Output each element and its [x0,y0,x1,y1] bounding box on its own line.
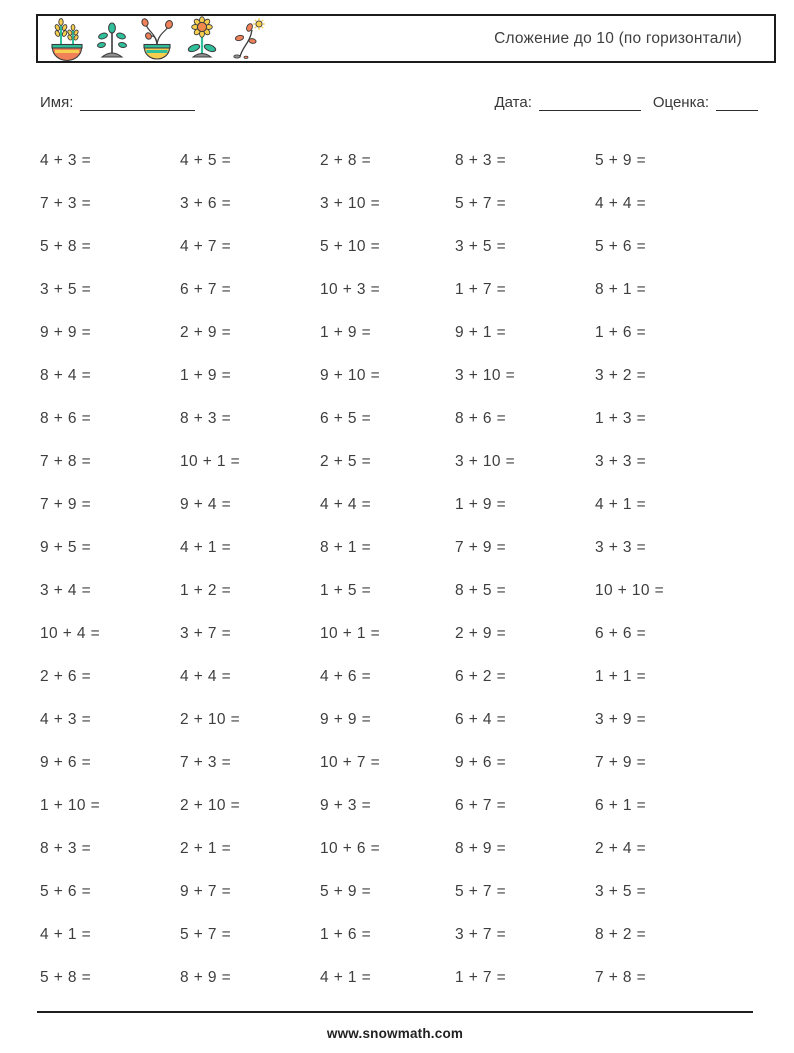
problem-cell: 4 + 4 = [595,194,647,212]
problem-cell: 3 + 10 = [455,366,516,384]
problem-cell: 4 + 4 = [180,667,232,685]
problem-cell: 4 + 1 = [180,538,232,556]
problem-cell: 8 + 6 = [40,409,92,427]
problem-cell: 3 + 5 = [40,280,92,298]
problem-cell: 2 + 9 = [180,323,232,341]
plant-sun-icon [226,16,268,62]
problem-cell: 3 + 7 = [455,925,507,943]
problem-cell: 10 + 4 = [40,624,101,642]
problem-cell: 3 + 4 = [40,581,92,599]
problems-grid [40,139,745,999]
problem-cell: 5 + 9 = [595,151,647,169]
sprout-icon [91,16,133,62]
problem-cell: 10 + 7 = [320,753,381,771]
problem-cell: 5 + 9 = [320,882,372,900]
problem-cell: 5 + 8 = [40,968,92,986]
problem-cell: 6 + 7 = [180,280,232,298]
problem-cell: 3 + 3 = [595,538,647,556]
sunflower-icon [181,16,223,62]
problem-cell: 6 + 6 = [595,624,647,642]
problem-cell: 6 + 4 = [455,710,507,728]
problem-cell: 9 + 1 = [455,323,507,341]
date-label: Дата: [494,94,532,111]
problem-cell: 8 + 2 = [595,925,647,943]
problem-cell: 8 + 6 = [455,409,507,427]
drooping-flowers-pot-icon [136,16,178,62]
problem-cell: 1 + 1 = [595,667,647,685]
problem-cell: 4 + 4 = [320,495,372,513]
footer-website: www.snowmath.com [326,1026,464,1041]
problem-cell: 1 + 10 = [40,796,101,814]
problem-cell: 4 + 3 = [40,710,92,728]
problem-cell: 1 + 2 = [180,581,232,599]
problem-cell: 5 + 6 = [40,882,92,900]
problem-cell: 3 + 7 = [180,624,232,642]
problem-cell: 10 + 6 = [320,839,381,857]
problem-cell: 6 + 2 = [455,667,507,685]
problem-cell: 4 + 1 = [320,968,372,986]
wheat-pot-icon [46,16,88,62]
problem-cell: 7 + 9 = [455,538,507,556]
problem-cell: 9 + 9 = [320,710,372,728]
problem-cell: 2 + 6 = [40,667,92,685]
problem-cell: 1 + 6 = [595,323,647,341]
problem-cell: 3 + 10 = [320,194,381,212]
problem-cell: 7 + 3 = [180,753,232,771]
header-box [36,14,776,63]
problem-cell: 3 + 2 = [595,366,647,384]
problem-cell: 7 + 9 = [40,495,92,513]
problem-cell: 4 + 1 = [40,925,92,943]
grade-blank-line [716,97,758,111]
problem-cell: 3 + 5 = [595,882,647,900]
problem-cell: 5 + 10 = [320,237,381,255]
problem-cell: 10 + 10 = [595,581,665,599]
fields-row [40,94,758,111]
problem-cell: 4 + 7 = [180,237,232,255]
problem-cell: 6 + 5 = [320,409,372,427]
problem-cell: 9 + 10 = [320,366,381,384]
grade-label: Оценка: [652,94,709,111]
problem-cell: 9 + 4 = [180,495,232,513]
problem-cell: 4 + 6 = [320,667,372,685]
problem-cell: 8 + 9 = [180,968,232,986]
problem-cell: 1 + 9 = [320,323,372,341]
problem-cell: 2 + 1 = [180,839,232,857]
problem-cell: 4 + 1 = [595,495,647,513]
problem-cell: 3 + 6 = [180,194,232,212]
problem-cell: 7 + 3 = [40,194,92,212]
problem-cell: 5 + 7 = [455,194,507,212]
problem-cell: 6 + 7 = [455,796,507,814]
problem-cell: 6 + 1 = [595,796,647,814]
footer-divider [37,1011,753,1013]
date-blank-line [539,97,641,111]
problem-cell: 10 + 1 = [180,452,241,470]
problem-cell: 1 + 7 = [455,280,507,298]
problem-cell: 9 + 7 = [180,882,232,900]
page-title: Сложение до 10 (по горизонтали) [494,29,742,47]
problem-cell: 9 + 6 = [40,753,92,771]
problem-cell: 3 + 9 = [595,710,647,728]
name-field-group [40,94,195,111]
date-grade-field-group [494,94,758,111]
problem-cell: 8 + 1 = [320,538,372,556]
problem-cell: 1 + 6 = [320,925,372,943]
problem-cell: 1 + 7 = [455,968,507,986]
name-blank-line [80,97,195,111]
problem-cell: 2 + 9 = [455,624,507,642]
problem-cell: 9 + 5 = [40,538,92,556]
problem-cell: 2 + 10 = [180,710,241,728]
problem-cell: 9 + 3 = [320,796,372,814]
problem-cell: 7 + 8 = [595,968,647,986]
plant-icon-strip [46,16,268,62]
problem-cell: 8 + 5 = [455,581,507,599]
problem-cell: 2 + 8 = [320,151,372,169]
problem-cell: 5 + 8 = [40,237,92,255]
problem-cell: 8 + 3 = [40,839,92,857]
problem-cell: 7 + 9 = [595,753,647,771]
problem-cell: 9 + 6 = [455,753,507,771]
problem-cell: 5 + 7 = [180,925,232,943]
problem-cell: 2 + 5 = [320,452,372,470]
problem-cell: 8 + 4 = [40,366,92,384]
problem-cell: 2 + 10 = [180,796,241,814]
problem-cell: 2 + 4 = [595,839,647,857]
problem-cell: 4 + 3 = [40,151,92,169]
problem-cell: 9 + 9 = [40,323,92,341]
problem-cell: 3 + 3 = [595,452,647,470]
problem-cell: 1 + 5 = [320,581,372,599]
problem-cell: 8 + 3 = [180,409,232,427]
problem-cell: 1 + 3 = [595,409,647,427]
problem-cell: 1 + 9 = [180,366,232,384]
problem-cell: 5 + 6 = [595,237,647,255]
problem-cell: 8 + 1 = [595,280,647,298]
problem-cell: 8 + 3 = [455,151,507,169]
problem-cell: 10 + 3 = [320,280,381,298]
problem-cell: 7 + 8 = [40,452,92,470]
problem-cell: 5 + 7 = [455,882,507,900]
problem-cell: 8 + 9 = [455,839,507,857]
problem-cell: 4 + 5 = [180,151,232,169]
problem-cell: 3 + 10 = [455,452,516,470]
problem-cell: 3 + 5 = [455,237,507,255]
name-label: Имя: [40,94,74,111]
problem-cell: 10 + 1 = [320,624,381,642]
problem-cell: 1 + 9 = [455,495,507,513]
